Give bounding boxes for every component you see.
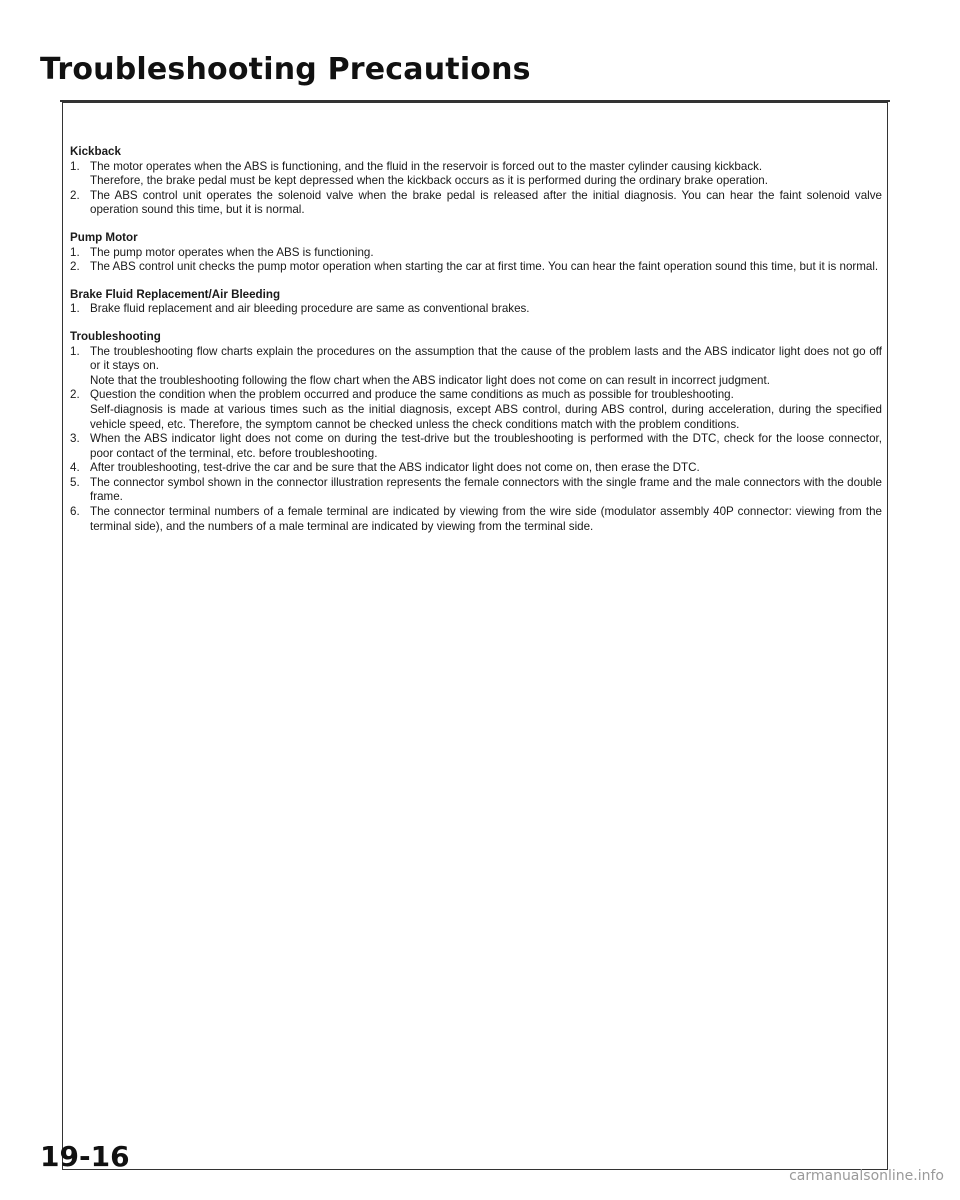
list-item	[70, 260, 882, 275]
section-troubleshooting	[70, 330, 882, 534]
section-heading: Kickback	[70, 145, 121, 158]
list-item	[70, 246, 882, 261]
item-body	[90, 160, 882, 189]
item-number: 3.	[70, 432, 80, 446]
item-body	[90, 388, 882, 432]
item-number: 5.	[70, 475, 80, 489]
item-number: 6.	[70, 505, 80, 519]
item-body	[90, 302, 882, 317]
item-text: Therefore, the brake pedal must be kept depressed when the kickback occurs as it is performed during the ordinary brake operation.	[90, 174, 768, 188]
list-item	[70, 302, 882, 317]
item-body	[90, 505, 882, 534]
section-heading: Brake Fluid Replacement/Air Bleeding	[70, 287, 281, 301]
section-brake-fluid	[70, 288, 882, 317]
item-number: 2.	[70, 188, 80, 202]
item-number: 1.	[70, 245, 80, 259]
page-title: Troubleshooting Precautions	[40, 52, 531, 87]
item-body	[90, 432, 882, 461]
list-item	[70, 345, 882, 389]
item-text: The troubleshooting flow charts explain the procedures on the assumption that the cause of the problem lasts and the ABS indicator light does not go off or it stays on.	[90, 344, 882, 373]
item-text: The ABS control unit operates the solenoid valve when the brake pedal is released after the initial diagnosis. You can hear the faint solenoid valve operation sound this time, but it is normal.	[90, 188, 882, 217]
list-item	[70, 432, 882, 461]
item-number: 2.	[70, 388, 80, 402]
content-frame	[62, 102, 888, 1170]
item-body	[90, 461, 882, 476]
item-text: The connector symbol shown in the connector illustration represents the female connectors with the single frame and the male connectors with the double frame.	[90, 475, 882, 504]
section-pump-motor	[70, 231, 882, 275]
item-text: Note that the troubleshooting following the flow chart when the ABS indicator light does not come on can result in incorrect judgment.	[90, 373, 770, 387]
item-text: Self-diagnosis is made at various times such as the initial diagnosis, except ABS control, during ABS control, during acceleration, during the specified vehicle speed, etc. Therefore, the symptom cannot be checked unless the check conditions match with the problem conditions.	[90, 402, 882, 431]
item-number: 1.	[70, 344, 80, 358]
list-item	[70, 476, 882, 505]
list-item	[70, 160, 882, 189]
item-body	[90, 345, 882, 389]
item-body	[90, 260, 882, 275]
item-number: 4.	[70, 461, 80, 475]
item-number: 1.	[70, 159, 80, 173]
item-body	[90, 476, 882, 505]
item-number: 2.	[70, 260, 80, 274]
item-number: 1.	[70, 302, 80, 316]
list-item	[70, 388, 882, 432]
item-text: The pump motor operates when the ABS is functioning.	[90, 245, 374, 259]
item-text: The ABS control unit checks the pump motor operation when starting the car at first time. You can hear the faint operation sound this time, but it is normal.	[90, 260, 879, 274]
item-text: After troubleshooting, test-drive the car and be sure that the ABS indicator light does not come on, then erase the DTC.	[90, 461, 700, 475]
list-item	[70, 461, 882, 476]
list-item	[70, 505, 882, 534]
item-text: When the ABS indicator light does not come on during the test-drive but the troubleshooting is performed with the DTC, check for the loose connector, poor contact of the terminal, etc. before troubleshooting.	[90, 432, 882, 460]
item-text: The motor operates when the ABS is functioning, and the fluid in the reservoir is forced out to the master cylinder causing kickback.	[90, 159, 763, 173]
watermark: carmanualsonline.info	[789, 1168, 944, 1184]
item-text: The connector terminal numbers of a female terminal are indicated by viewing from the wire side (modulator assembly 40P connector: viewing from the terminal side), and the numbers of a male terminal are indicated by viewing from the terminal side.	[90, 505, 882, 533]
content-body	[70, 145, 882, 547]
section-kickback	[70, 145, 882, 218]
item-body	[90, 246, 882, 261]
list-item	[70, 189, 882, 218]
item-body	[90, 189, 882, 218]
page-number: 19-16	[40, 1140, 130, 1173]
item-text: Question the condition when the problem occurred and produce the same conditions as much as possible for troubleshooting.	[90, 388, 734, 402]
section-heading: Pump Motor	[70, 230, 138, 244]
item-text: Brake fluid replacement and air bleeding procedure are same as conventional brakes.	[90, 302, 530, 316]
section-heading: Troubleshooting	[70, 329, 161, 343]
